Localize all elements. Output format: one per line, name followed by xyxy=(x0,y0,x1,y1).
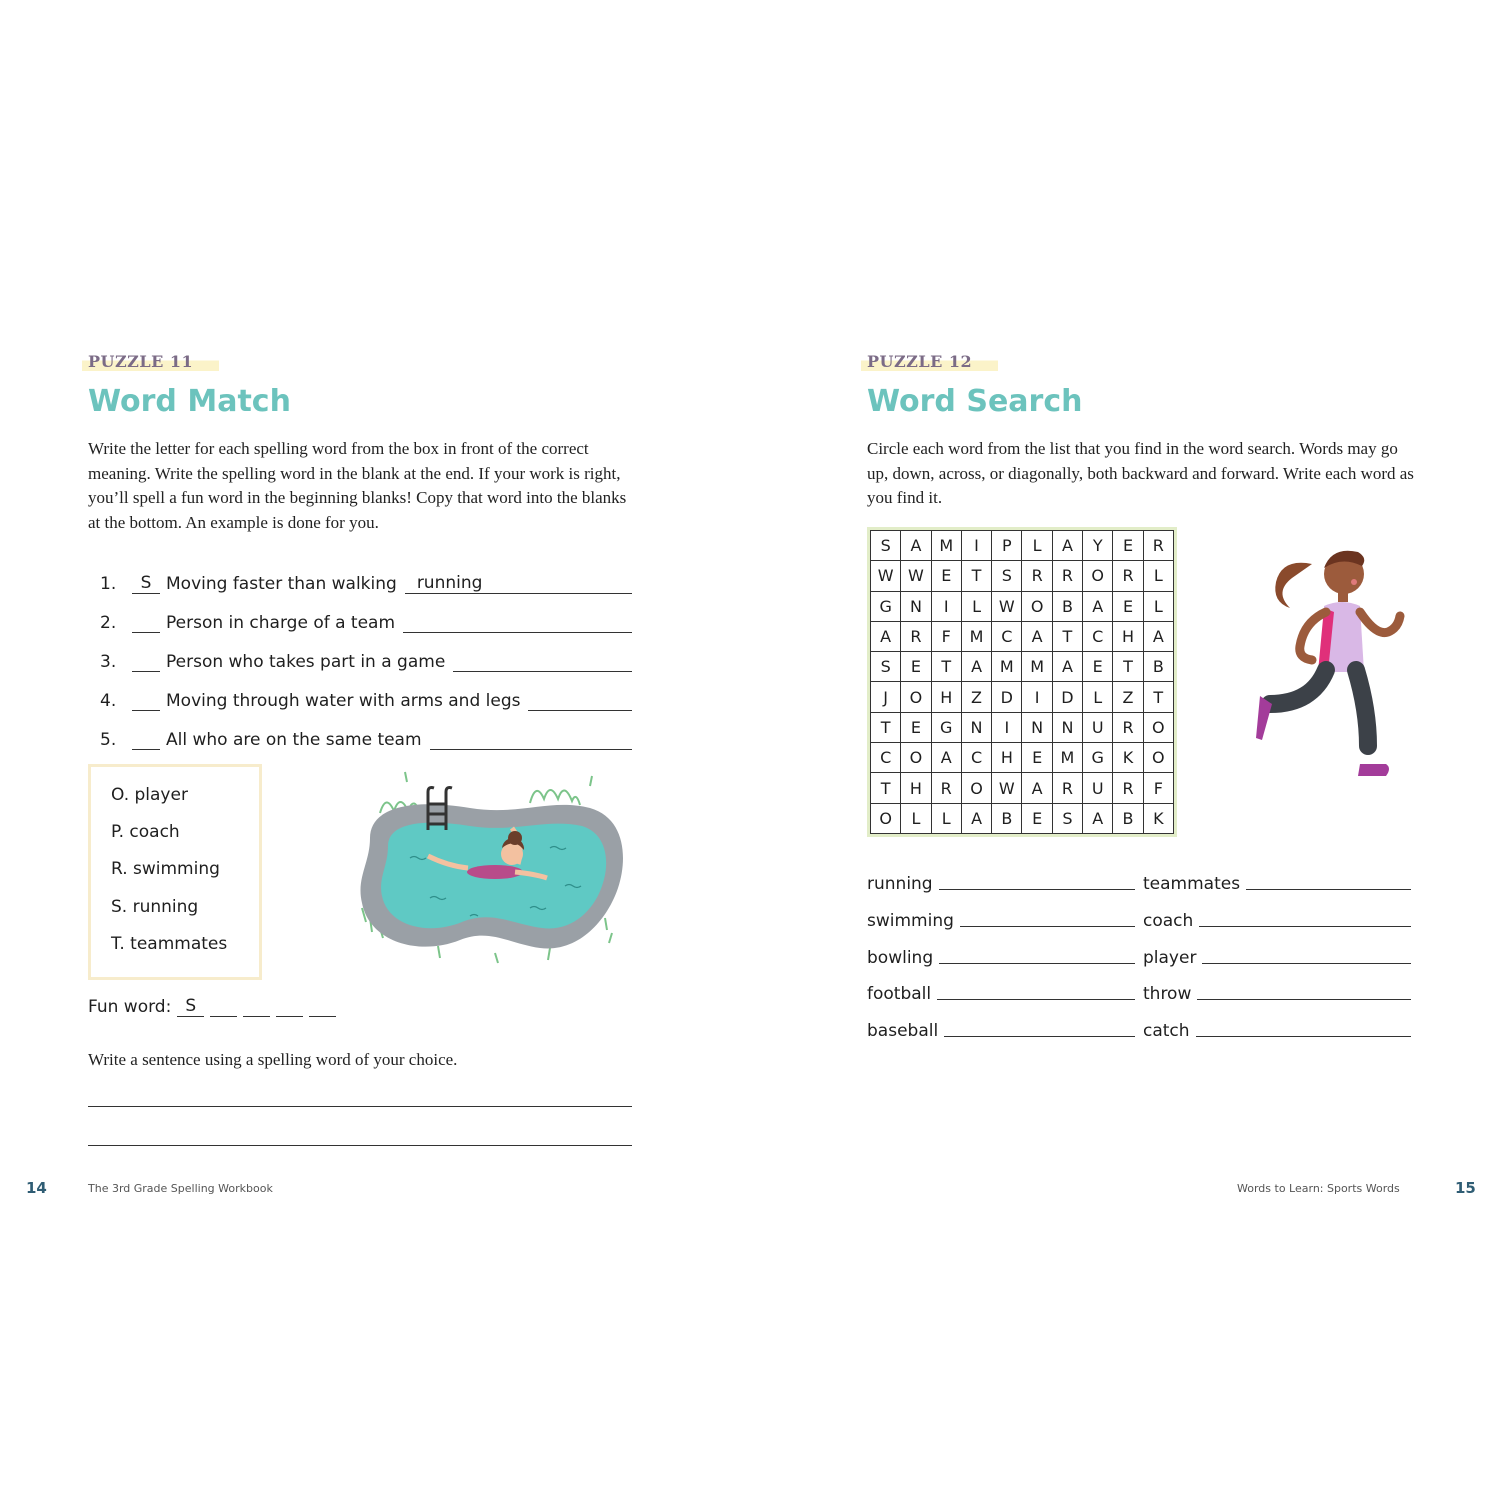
grid-cell[interactable]: C xyxy=(992,621,1022,651)
word-list-answer-line[interactable] xyxy=(1246,889,1411,890)
grid-cell[interactable]: I xyxy=(931,591,961,621)
grid-cell[interactable]: O xyxy=(1143,712,1173,742)
word-list-item xyxy=(867,903,1135,931)
grid-cell[interactable]: A xyxy=(871,621,901,651)
grid-cell[interactable]: I xyxy=(961,531,991,561)
grid-cell[interactable]: R xyxy=(1113,712,1143,742)
grid-cell[interactable]: Z xyxy=(961,682,991,712)
word-box-item: R. swimming xyxy=(111,859,220,879)
clue-number: 5. xyxy=(100,730,117,750)
grid-cell[interactable]: H xyxy=(901,773,931,803)
grid-cell[interactable]: H xyxy=(1113,621,1143,651)
grid-cell[interactable]: M xyxy=(931,531,961,561)
fun-word-label: Fun word: xyxy=(88,997,172,1017)
word-search-table xyxy=(870,530,1174,834)
grid-cell[interactable]: L xyxy=(1143,561,1173,591)
word-list-answer-line[interactable] xyxy=(1196,1036,1411,1037)
grid-cell[interactable]: M xyxy=(961,621,991,651)
fun-word-blank[interactable] xyxy=(210,1016,237,1017)
grid-cell[interactable]: E xyxy=(931,561,961,591)
word-list-word: bowling xyxy=(867,948,934,968)
word-list-item xyxy=(1143,976,1411,1004)
grid-row xyxy=(871,591,1174,621)
swimming-pool-illustration xyxy=(350,768,630,964)
grid-cell[interactable]: C xyxy=(961,743,991,773)
grid-cell[interactable]: D xyxy=(992,682,1022,712)
puzzle-12-kicker: PUZZLE 12 xyxy=(861,352,998,371)
word-list-answer-line[interactable] xyxy=(1199,926,1411,927)
grid-cell[interactable]: W xyxy=(992,773,1022,803)
fun-word-blank[interactable] xyxy=(276,1016,303,1017)
grid-cell[interactable]: F xyxy=(931,621,961,651)
word-search-instructions: Circle each word from the list that you find in the word search. Words may go up, down, across, or diagonally, both backward and forward. Write each word as you find it. xyxy=(867,439,1414,507)
grid-cell[interactable]: F xyxy=(1143,773,1173,803)
word-list-word: teammates xyxy=(1143,874,1241,894)
word-list-item xyxy=(1143,1013,1411,1041)
word-list-answer-line[interactable] xyxy=(1197,999,1411,1000)
word-list-item xyxy=(867,940,1135,968)
clue-row xyxy=(100,720,632,750)
fun-word xyxy=(88,996,342,1017)
clue-text: Moving through water with arms and legs xyxy=(166,691,521,711)
clue-number: 3. xyxy=(100,652,117,672)
grid-cell[interactable]: O xyxy=(1022,591,1052,621)
page-number-right: 15 xyxy=(1455,1179,1476,1197)
grid-cell[interactable]: S xyxy=(871,531,901,561)
clue-letter-blank[interactable] xyxy=(132,671,160,672)
grid-cell[interactable]: C xyxy=(871,743,901,773)
grid-cell[interactable]: T xyxy=(961,561,991,591)
grid-cell[interactable]: I xyxy=(1022,682,1052,712)
word-list-word: running xyxy=(867,874,933,894)
grid-cell[interactable]: T xyxy=(871,712,901,742)
grid-row xyxy=(871,682,1174,712)
word-list-word: player xyxy=(1143,948,1197,968)
grid-cell[interactable]: N xyxy=(901,591,931,621)
grid-cell[interactable]: R xyxy=(931,773,961,803)
grid-cell[interactable]: T xyxy=(871,773,901,803)
word-list-word: baseball xyxy=(867,1021,939,1041)
grid-cell[interactable]: B xyxy=(1143,652,1173,682)
grid-cell[interactable]: O xyxy=(901,682,931,712)
grid-cell[interactable]: T xyxy=(931,652,961,682)
grid-cell[interactable]: E xyxy=(901,712,931,742)
grid-cell[interactable]: A xyxy=(1083,591,1113,621)
word-match-instructions: Write the letter for each spelling word from the box in front of the correct meaning. Write the spelling word in the blank at the end. If your work is right, you’ll spell a fun word in the beginning blanks! Copy that word into the blanks at the bottom. An example is done for you. xyxy=(88,439,627,532)
word-box-item: P. coach xyxy=(111,822,180,842)
clue-row xyxy=(100,681,632,711)
page-number-left: 14 xyxy=(26,1179,47,1197)
clue-row xyxy=(100,603,632,633)
grid-cell[interactable]: A xyxy=(1022,773,1052,803)
clue-answer-line[interactable] xyxy=(430,749,632,750)
clue-number: 4. xyxy=(100,691,117,711)
grid-cell[interactable]: S xyxy=(871,652,901,682)
grid-cell[interactable]: M xyxy=(992,652,1022,682)
sentence-line[interactable] xyxy=(88,1145,632,1146)
grid-cell[interactable]: R xyxy=(1022,561,1052,591)
clue-row xyxy=(100,564,632,594)
clue-text: All who are on the same team xyxy=(166,730,422,750)
word-box-item: O. player xyxy=(111,785,188,805)
grid-cell[interactable]: J xyxy=(871,682,901,712)
grid-cell[interactable]: L xyxy=(961,591,991,621)
grid-cell[interactable]: S xyxy=(1052,803,1082,833)
word-list-answer-line[interactable] xyxy=(944,1036,1135,1037)
grid-row xyxy=(871,652,1174,682)
grid-cell[interactable]: E xyxy=(1113,591,1143,621)
clue-letter-blank[interactable] xyxy=(132,632,160,633)
grid-cell[interactable]: N xyxy=(1022,712,1052,742)
grid-cell[interactable]: R xyxy=(1143,531,1173,561)
grid-cell[interactable]: D xyxy=(1052,682,1082,712)
word-list-item xyxy=(1143,903,1411,931)
grid-cell[interactable]: A xyxy=(961,803,991,833)
grid-cell[interactable]: T xyxy=(1143,682,1173,712)
word-search-title: Word Search xyxy=(867,384,1083,419)
grid-cell[interactable]: E xyxy=(1022,803,1052,833)
clue-letter-blank[interactable] xyxy=(132,749,160,750)
grid-row xyxy=(871,803,1174,833)
footer-book-title: The 3rd Grade Spelling Workbook xyxy=(88,1182,273,1195)
word-list-word: coach xyxy=(1143,911,1194,931)
clue-answer-line[interactable] xyxy=(528,710,632,711)
grid-cell[interactable]: U xyxy=(1083,712,1113,742)
word-list-answer-line[interactable] xyxy=(937,999,1135,1000)
grid-cell[interactable]: O xyxy=(1143,743,1173,773)
footer-chapter-title: Words to Learn: Sports Words xyxy=(1237,1182,1400,1195)
grid-cell[interactable]: A xyxy=(931,743,961,773)
grid-cell[interactable]: L xyxy=(1143,591,1173,621)
word-box-item: S. running xyxy=(111,897,199,917)
fun-word-blank[interactable] xyxy=(309,1016,336,1017)
grid-row xyxy=(871,621,1174,651)
grid-cell[interactable]: N xyxy=(961,712,991,742)
grid-cell[interactable]: O xyxy=(871,803,901,833)
grid-cell[interactable]: R xyxy=(901,621,931,651)
fun-word-blank[interactable]: S xyxy=(177,996,204,1017)
grid-cell[interactable]: A xyxy=(1052,652,1082,682)
grid-row xyxy=(871,773,1174,803)
word-box-item: T. teammates xyxy=(111,934,228,954)
grid-cell[interactable]: L xyxy=(1083,682,1113,712)
grid-cell[interactable]: W xyxy=(871,561,901,591)
word-list-word: swimming xyxy=(867,911,954,931)
word-list-answer-line[interactable] xyxy=(960,926,1135,927)
word-list-item xyxy=(867,976,1135,1004)
clue-text: Person in charge of a team xyxy=(166,613,396,633)
grid-cell[interactable]: G xyxy=(871,591,901,621)
grid-cell[interactable]: R xyxy=(1113,561,1143,591)
word-list-answer-line[interactable] xyxy=(939,889,1135,890)
word-list-word: catch xyxy=(1143,1021,1190,1041)
clue-number: 2. xyxy=(100,613,117,633)
grid-cell[interactable]: W xyxy=(992,591,1022,621)
word-list-item xyxy=(1143,866,1411,894)
grid-cell[interactable]: E xyxy=(1083,652,1113,682)
word-list-item xyxy=(867,866,1135,894)
grid-cell[interactable]: A xyxy=(961,652,991,682)
word-list-word: football xyxy=(867,984,932,1004)
grid-cell[interactable]: P xyxy=(992,531,1022,561)
grid-cell[interactable]: E xyxy=(901,652,931,682)
clue-answer-line[interactable] xyxy=(403,632,632,633)
word-list-word: throw xyxy=(1143,984,1192,1004)
grid-cell[interactable]: O xyxy=(901,743,931,773)
clue-letter-blank[interactable] xyxy=(132,710,160,711)
grid-cell[interactable]: Y xyxy=(1083,531,1113,561)
word-list-item xyxy=(867,1013,1135,1041)
grid-cell[interactable]: S xyxy=(992,561,1022,591)
grid-cell[interactable]: G xyxy=(931,712,961,742)
grid-cell[interactable]: L xyxy=(901,803,931,833)
grid-cell[interactable]: H xyxy=(992,743,1022,773)
word-search-grid xyxy=(867,527,1177,837)
clue-answer-line[interactable]: running xyxy=(405,573,632,594)
grid-cell[interactable]: C xyxy=(1083,621,1113,651)
grid-cell[interactable]: L xyxy=(1022,531,1052,561)
grid-cell[interactable]: T xyxy=(1052,621,1082,651)
grid-cell[interactable]: R xyxy=(1052,773,1082,803)
sentence-line[interactable] xyxy=(88,1106,632,1107)
grid-cell[interactable]: G xyxy=(1083,743,1113,773)
grid-cell[interactable]: U xyxy=(1083,773,1113,803)
clue-number: 1. xyxy=(100,574,117,594)
grid-cell[interactable]: E xyxy=(1113,531,1143,561)
grid-cell[interactable]: R xyxy=(1052,561,1082,591)
grid-cell[interactable]: M xyxy=(1052,743,1082,773)
grid-cell[interactable]: E xyxy=(1022,743,1052,773)
grid-cell[interactable]: R xyxy=(1113,773,1143,803)
grid-cell[interactable]: K xyxy=(1113,743,1143,773)
clue-text: Person who takes part in a game xyxy=(166,652,446,672)
grid-cell[interactable]: N xyxy=(1052,712,1082,742)
clue-answer-line[interactable] xyxy=(453,671,632,672)
grid-row xyxy=(871,561,1174,591)
grid-row xyxy=(871,712,1174,742)
clue-text: Moving faster than walking xyxy=(166,574,397,594)
grid-cell[interactable]: A xyxy=(1143,621,1173,651)
clue-letter-blank[interactable]: S xyxy=(132,573,160,594)
grid-cell[interactable]: I xyxy=(992,712,1022,742)
grid-cell[interactable]: B xyxy=(992,803,1022,833)
grid-cell[interactable]: T xyxy=(1113,652,1143,682)
grid-cell[interactable]: B xyxy=(1113,803,1143,833)
running-girl-illustration xyxy=(1252,546,1410,790)
grid-cell[interactable]: M xyxy=(1022,652,1052,682)
grid-row xyxy=(871,743,1174,773)
sentence-prompt: Write a sentence using a spelling word of your choice. xyxy=(88,1050,458,1069)
word-list-answer-line[interactable] xyxy=(1202,963,1411,964)
grid-cell[interactable]: Z xyxy=(1113,682,1143,712)
grid-cell[interactable]: H xyxy=(931,682,961,712)
word-match-title: Word Match xyxy=(88,384,291,419)
grid-cell[interactable]: B xyxy=(1052,591,1082,621)
grid-cell[interactable]: O xyxy=(961,773,991,803)
grid-cell[interactable]: A xyxy=(1052,531,1082,561)
word-box xyxy=(88,764,262,980)
grid-cell[interactable]: L xyxy=(931,803,961,833)
word-list-item xyxy=(1143,940,1411,968)
fun-word-blank[interactable] xyxy=(243,1016,270,1017)
puzzle-11-kicker: PUZZLE 11 xyxy=(82,352,219,371)
grid-cell[interactable]: A xyxy=(901,531,931,561)
grid-row xyxy=(871,531,1174,561)
grid-cell[interactable]: W xyxy=(901,561,931,591)
grid-cell[interactable]: A xyxy=(1083,803,1113,833)
grid-cell[interactable]: A xyxy=(1022,621,1052,651)
grid-cell[interactable]: K xyxy=(1143,803,1173,833)
clue-row xyxy=(100,642,632,672)
grid-cell[interactable]: O xyxy=(1083,561,1113,591)
word-list-answer-line[interactable] xyxy=(939,963,1135,964)
